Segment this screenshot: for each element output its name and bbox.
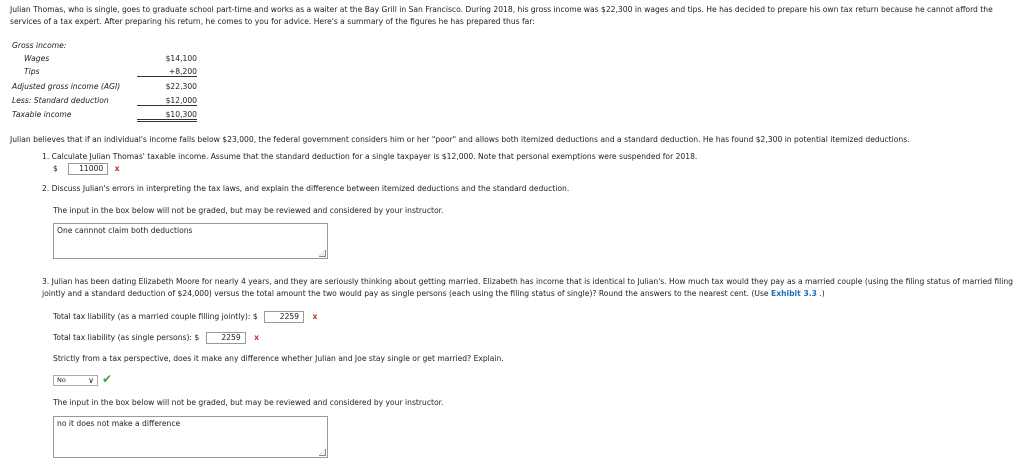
intro-text: Julian Thomas, who is single, goes to graduate school part-time and works as a waiter at the Bay Grill in San Francisco. During 2018, his gross income was $22,300 in wages and tips. He has decided to prepare his own tax return because he cannot afford the services of a tax expert. After preparing his return, he comes to you for advice. Here's a summary of the figures he has prepared thus far: xyxy=(10,5,993,26)
q3-text xyxy=(42,276,1017,300)
single-answer-input[interactable]: 2259 xyxy=(206,332,246,344)
married-answer-input[interactable]: 2259 xyxy=(264,311,304,323)
married-row xyxy=(53,311,317,323)
q1-text: 1. Calculate Julian Thomas' taxable income. Assume that the standard deduction for a single taxpayer is $12,000. Note that personal exemptions were suspended for 2018. xyxy=(42,152,698,161)
q3-text-main: 3. Julian has been dating Elizabeth Moore for nearly 4 years, and they are seriously thinking about getting married. Elizabeth has income that is identical to Julian's. How much tax would they pay as a married couple (using the filing status of married filing jointly and a standard deduction of $24,000) versus the total amount the two would pay as single persons (each using the filing status of single)? Round the answers to the nearest cent. (Use xyxy=(42,277,1013,298)
q3-answer-select[interactable] xyxy=(53,375,98,386)
taxable-income-label: Taxable income xyxy=(12,110,72,119)
tips-label: Tips xyxy=(24,67,40,76)
single-label: Total tax liability (as single persons): $ xyxy=(53,333,200,342)
q1-answer-row xyxy=(53,163,120,175)
resize-handle-icon[interactable] xyxy=(319,250,326,257)
q2-response-text: One cannnot claim both deductions xyxy=(57,226,193,235)
q3-response-text: no it does not make a difference xyxy=(57,419,181,428)
chevron-down-icon: ∨ xyxy=(88,376,94,385)
q1-answer-input[interactable]: 11000 xyxy=(68,163,108,175)
incorrect-x-icon: x xyxy=(114,164,120,173)
q2-text: 2. Discuss Julian's errors in interpreting the tax laws, and explain the difference between itemized deductions and the standard deduction. xyxy=(42,184,570,193)
incorrect-x-icon: x xyxy=(254,333,259,342)
agi-label: Adjusted gross income (AGI) xyxy=(12,82,121,91)
resize-handle-icon[interactable] xyxy=(319,449,326,456)
married-label: Total tax liability (as a married couple filling jointly): $ xyxy=(53,312,258,321)
exhibit-link[interactable]: Exhibit 3.3 xyxy=(771,289,817,298)
select-value: No xyxy=(57,376,66,384)
agi-value: $22,300 xyxy=(165,82,197,91)
check-icon: ✔ xyxy=(102,372,113,386)
belief-text: Julian believes that if an individual's income falls below $23,000, the federal government considers him or her "poor" and allows both itemized deductions and a standard deduction. He has found $2,300 in potential itemized deductions. xyxy=(10,135,910,144)
tips-value: +8,200 xyxy=(137,67,197,77)
standard-deduction-label: Less: Standard deduction xyxy=(12,96,109,105)
q1-currency: $ xyxy=(53,164,58,173)
taxable-income-value: $10,300 xyxy=(137,110,197,122)
q2-response-textarea[interactable] xyxy=(53,223,328,259)
q2-note: The input in the box below will not be graded, but may be reviewed and considered by your instructor. xyxy=(53,206,444,215)
q3-text-end: .) xyxy=(816,289,825,298)
gross-income-label: Gross income: xyxy=(12,41,67,50)
wages-label: Wages xyxy=(24,54,50,63)
wages-value: $14,100 xyxy=(165,54,197,63)
single-row xyxy=(53,332,259,344)
q3-question: Strictly from a tax perspective, does it make any difference whether Julian and Joe stay single or get married? Explain. xyxy=(53,354,504,363)
q3-response-textarea[interactable] xyxy=(53,416,328,458)
standard-deduction-value: $12,000 xyxy=(137,96,197,106)
q3-note: The input in the box below will not be graded, but may be reviewed and considered by your instructor. xyxy=(53,398,444,407)
incorrect-x-icon: x xyxy=(312,312,318,321)
